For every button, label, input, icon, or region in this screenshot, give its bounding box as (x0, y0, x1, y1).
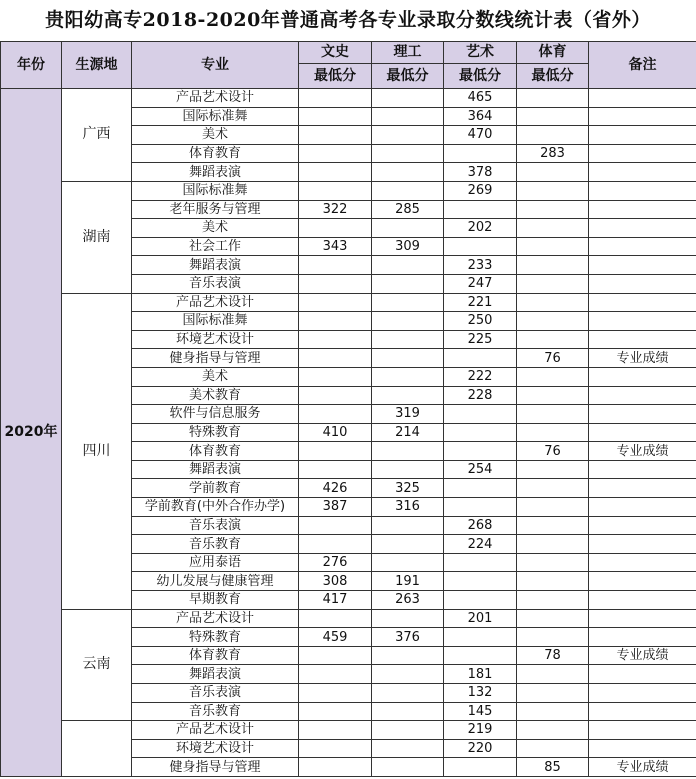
major-cell: 老年服务与管理 (132, 200, 299, 219)
yishu-score-cell: 470 (444, 126, 517, 145)
region-cell: 四川 (62, 293, 132, 609)
yishu-score-cell (444, 498, 517, 517)
wenshi-score-cell: 387 (299, 498, 372, 517)
remark-cell (589, 702, 696, 721)
ligong-score-cell: 191 (372, 572, 444, 591)
wenshi-score-cell (299, 181, 372, 200)
ligong-score-cell: 319 (372, 405, 444, 424)
major-cell: 产品艺术设计 (132, 721, 299, 740)
ligong-score-cell: 214 (372, 423, 444, 442)
major-cell: 产品艺术设计 (132, 293, 299, 312)
ligong-score-cell (372, 219, 444, 238)
ligong-score-cell (372, 144, 444, 163)
wenshi-score-cell (299, 516, 372, 535)
remark-cell (589, 739, 696, 758)
remark-cell (589, 274, 696, 293)
major-cell: 音乐教育 (132, 535, 299, 554)
remark-cell (589, 721, 696, 740)
remark-cell (589, 330, 696, 349)
ligong-score-cell: 376 (372, 628, 444, 647)
wenshi-score-cell: 459 (299, 628, 372, 647)
yishu-score-cell: 201 (444, 609, 517, 628)
tiyu-score-cell (517, 591, 589, 610)
yishu-score-cell (444, 423, 517, 442)
tiyu-score-cell (517, 330, 589, 349)
tiyu-score-cell (517, 628, 589, 647)
yishu-score-cell (444, 758, 517, 777)
major-cell: 学前教育(中外合作办学) (132, 498, 299, 517)
wenshi-score-cell (299, 126, 372, 145)
ligong-score-cell: 263 (372, 591, 444, 610)
header-remark: 备注 (589, 42, 696, 89)
wenshi-score-cell (299, 256, 372, 275)
header-yishu: 艺术 (444, 42, 517, 64)
major-cell: 音乐表演 (132, 274, 299, 293)
ligong-score-cell (372, 646, 444, 665)
major-cell: 国际标准舞 (132, 312, 299, 331)
major-cell: 社会工作 (132, 237, 299, 256)
remark-cell (589, 609, 696, 628)
wenshi-score-cell: 426 (299, 479, 372, 498)
major-cell: 美术 (132, 367, 299, 386)
wenshi-score-cell (299, 107, 372, 126)
ligong-score-cell (372, 312, 444, 331)
major-cell: 国际标准舞 (132, 107, 299, 126)
major-cell: 学前教育 (132, 479, 299, 498)
tiyu-score-cell (517, 219, 589, 238)
yishu-score-cell (444, 405, 517, 424)
remark-cell: 专业成绩 (589, 349, 696, 368)
wenshi-score-cell (299, 219, 372, 238)
remark-cell: 专业成绩 (589, 758, 696, 777)
wenshi-score-cell (299, 330, 372, 349)
remark-cell: 专业成绩 (589, 442, 696, 461)
tiyu-score-cell (517, 739, 589, 758)
ligong-score-cell: 325 (372, 479, 444, 498)
yishu-score-cell: 224 (444, 535, 517, 554)
yishu-score-cell: 219 (444, 721, 517, 740)
yishu-score-cell (444, 572, 517, 591)
yishu-score-cell: 221 (444, 293, 517, 312)
wenshi-score-cell (299, 460, 372, 479)
major-cell: 体育教育 (132, 646, 299, 665)
yishu-score-cell: 269 (444, 181, 517, 200)
yishu-score-cell: 132 (444, 684, 517, 703)
yishu-score-cell: 247 (444, 274, 517, 293)
remark-cell (589, 628, 696, 647)
wenshi-score-cell (299, 312, 372, 331)
wenshi-score-cell (299, 367, 372, 386)
wenshi-score-cell (299, 609, 372, 628)
major-cell: 音乐表演 (132, 516, 299, 535)
ligong-score-cell (372, 739, 444, 758)
yishu-score-cell: 268 (444, 516, 517, 535)
ligong-score-cell (372, 442, 444, 461)
yishu-score-cell: 364 (444, 107, 517, 126)
tiyu-score-cell (517, 665, 589, 684)
wenshi-score-cell (299, 442, 372, 461)
wenshi-score-cell: 417 (299, 591, 372, 610)
remark-cell (589, 665, 696, 684)
remark-cell (589, 293, 696, 312)
yishu-score-cell (444, 442, 517, 461)
wenshi-score-cell (299, 405, 372, 424)
remark-cell (589, 312, 696, 331)
remark-cell (589, 144, 696, 163)
page-title: 贵阳幼高专2018-2020年普通高考各专业录取分数线统计表（省外） (45, 9, 651, 31)
wenshi-score-cell (299, 89, 372, 108)
tiyu-score-cell (517, 609, 589, 628)
major-cell: 健身指导与管理 (132, 349, 299, 368)
tiyu-score-cell: 78 (517, 646, 589, 665)
ligong-score-cell (372, 684, 444, 703)
wenshi-score-cell (299, 684, 372, 703)
ligong-score-cell (372, 330, 444, 349)
ligong-score-cell (372, 293, 444, 312)
header-wenshi: 文史 (299, 42, 372, 64)
tiyu-score-cell (517, 200, 589, 219)
ligong-score-cell (372, 721, 444, 740)
table-row (1, 609, 696, 628)
yishu-score-cell: 145 (444, 702, 517, 721)
wenshi-score-cell (299, 163, 372, 182)
remark-cell (589, 126, 696, 145)
tiyu-score-cell (517, 256, 589, 275)
major-cell: 美术 (132, 126, 299, 145)
yishu-score-cell: 220 (444, 739, 517, 758)
major-cell: 特殊教育 (132, 628, 299, 647)
wenshi-score-cell (299, 293, 372, 312)
yishu-score-cell (444, 144, 517, 163)
header-year: 年份 (1, 42, 62, 89)
remark-cell (589, 89, 696, 108)
tiyu-score-cell (517, 479, 589, 498)
remark-cell (589, 572, 696, 591)
remark-cell (589, 535, 696, 554)
remark-cell (589, 516, 696, 535)
ligong-score-cell (372, 274, 444, 293)
table-row (1, 293, 696, 312)
remark-cell (589, 405, 696, 424)
table-header (1, 42, 696, 89)
header-ligong: 理工 (372, 42, 444, 64)
ligong-score-cell (372, 349, 444, 368)
yishu-score-cell (444, 237, 517, 256)
major-cell: 体育教育 (132, 442, 299, 461)
ligong-score-cell (372, 535, 444, 554)
remark-cell (589, 367, 696, 386)
tiyu-score-cell (517, 237, 589, 256)
major-cell: 美术 (132, 219, 299, 238)
ligong-score-cell (372, 516, 444, 535)
major-cell: 健身指导与管理 (132, 758, 299, 777)
major-cell: 产品艺术设计 (132, 609, 299, 628)
tiyu-score-cell (517, 89, 589, 108)
tiyu-score-cell (517, 367, 589, 386)
wenshi-score-cell: 308 (299, 572, 372, 591)
major-cell: 音乐表演 (132, 684, 299, 703)
ligong-score-cell (372, 460, 444, 479)
tiyu-score-cell (517, 702, 589, 721)
major-cell: 舞蹈表演 (132, 665, 299, 684)
yishu-score-cell: 181 (444, 665, 517, 684)
tiyu-score-cell (517, 572, 589, 591)
major-cell: 产品艺术设计 (132, 89, 299, 108)
table-row (1, 89, 696, 108)
major-cell: 环境艺术设计 (132, 739, 299, 758)
yishu-score-cell (444, 200, 517, 219)
remark-cell (589, 181, 696, 200)
region-cell (62, 721, 132, 777)
year-cell: 2020年 (1, 89, 62, 777)
ligong-score-cell (372, 107, 444, 126)
tiyu-score-cell: 283 (517, 144, 589, 163)
tiyu-score-cell (517, 684, 589, 703)
header-min-score: 最低分 (372, 64, 444, 89)
ligong-score-cell (372, 609, 444, 628)
remark-cell (589, 237, 696, 256)
tiyu-score-cell (517, 386, 589, 405)
remark-cell (589, 386, 696, 405)
remark-cell (589, 460, 696, 479)
remark-cell (589, 479, 696, 498)
tiyu-score-cell (517, 535, 589, 554)
tiyu-score-cell (517, 274, 589, 293)
header-min-score: 最低分 (444, 64, 517, 89)
wenshi-score-cell (299, 646, 372, 665)
yishu-score-cell: 225 (444, 330, 517, 349)
major-cell: 早期教育 (132, 591, 299, 610)
yishu-score-cell: 378 (444, 163, 517, 182)
yishu-score-cell: 465 (444, 89, 517, 108)
wenshi-score-cell (299, 665, 372, 684)
tiyu-score-cell (517, 721, 589, 740)
ligong-score-cell (372, 553, 444, 572)
yishu-score-cell (444, 553, 517, 572)
remark-cell (589, 591, 696, 610)
remark-cell (589, 200, 696, 219)
wenshi-score-cell: 276 (299, 553, 372, 572)
major-cell: 舞蹈表演 (132, 256, 299, 275)
tiyu-score-cell (517, 181, 589, 200)
yishu-score-cell (444, 628, 517, 647)
yishu-score-cell: 233 (444, 256, 517, 275)
tiyu-score-cell (517, 553, 589, 572)
yishu-score-cell (444, 591, 517, 610)
tiyu-score-cell (517, 312, 589, 331)
tiyu-score-cell: 76 (517, 349, 589, 368)
yishu-score-cell: 250 (444, 312, 517, 331)
table-row (1, 181, 696, 200)
table-row (1, 721, 696, 740)
ligong-score-cell: 285 (372, 200, 444, 219)
remark-cell (589, 553, 696, 572)
tiyu-score-cell (517, 460, 589, 479)
yishu-score-cell (444, 479, 517, 498)
tiyu-score-cell (517, 498, 589, 517)
score-table (0, 41, 696, 777)
ligong-score-cell (372, 367, 444, 386)
wenshi-score-cell: 343 (299, 237, 372, 256)
table-body (1, 89, 696, 777)
remark-cell (589, 498, 696, 517)
region-cell: 湖南 (62, 181, 132, 293)
wenshi-score-cell (299, 702, 372, 721)
major-cell: 音乐教育 (132, 702, 299, 721)
wenshi-score-cell (299, 349, 372, 368)
major-cell: 体育教育 (132, 144, 299, 163)
yishu-score-cell: 222 (444, 367, 517, 386)
tiyu-score-cell (517, 126, 589, 145)
remark-cell: 专业成绩 (589, 646, 696, 665)
wenshi-score-cell (299, 144, 372, 163)
header-tiyu: 体育 (517, 42, 589, 64)
header-major: 专业 (132, 42, 299, 89)
remark-cell (589, 107, 696, 126)
tiyu-score-cell (517, 163, 589, 182)
ligong-score-cell (372, 256, 444, 275)
header-origin: 生源地 (62, 42, 132, 89)
tiyu-score-cell (517, 423, 589, 442)
tiyu-score-cell: 76 (517, 442, 589, 461)
major-cell: 国际标准舞 (132, 181, 299, 200)
major-cell: 美术教育 (132, 386, 299, 405)
remark-cell (589, 163, 696, 182)
wenshi-score-cell: 322 (299, 200, 372, 219)
major-cell: 舞蹈表演 (132, 460, 299, 479)
ligong-score-cell (372, 758, 444, 777)
ligong-score-cell (372, 386, 444, 405)
tiyu-score-cell (517, 107, 589, 126)
major-cell: 应用泰语 (132, 553, 299, 572)
major-cell: 舞蹈表演 (132, 163, 299, 182)
wenshi-score-cell (299, 721, 372, 740)
yishu-score-cell: 254 (444, 460, 517, 479)
ligong-score-cell (372, 181, 444, 200)
wenshi-score-cell: 410 (299, 423, 372, 442)
ligong-score-cell (372, 89, 444, 108)
ligong-score-cell: 316 (372, 498, 444, 517)
remark-cell (589, 423, 696, 442)
ligong-score-cell (372, 665, 444, 684)
tiyu-score-cell (517, 293, 589, 312)
major-cell: 软件与信息服务 (132, 405, 299, 424)
yishu-score-cell (444, 646, 517, 665)
yishu-score-cell (444, 349, 517, 368)
remark-cell (589, 684, 696, 703)
wenshi-score-cell (299, 274, 372, 293)
header-min-score: 最低分 (299, 64, 372, 89)
header-min-score: 最低分 (517, 64, 589, 89)
remark-cell (589, 219, 696, 238)
ligong-score-cell: 309 (372, 237, 444, 256)
tiyu-score-cell: 85 (517, 758, 589, 777)
wenshi-score-cell (299, 739, 372, 758)
major-cell: 幼儿发展与健康管理 (132, 572, 299, 591)
ligong-score-cell (372, 126, 444, 145)
yishu-score-cell: 228 (444, 386, 517, 405)
wenshi-score-cell (299, 386, 372, 405)
region-cell: 广西 (62, 89, 132, 182)
ligong-score-cell (372, 702, 444, 721)
remark-cell (589, 256, 696, 275)
wenshi-score-cell (299, 535, 372, 554)
tiyu-score-cell (517, 516, 589, 535)
region-cell: 云南 (62, 609, 132, 721)
ligong-score-cell (372, 163, 444, 182)
wenshi-score-cell (299, 758, 372, 777)
major-cell: 特殊教育 (132, 423, 299, 442)
major-cell: 环境艺术设计 (132, 330, 299, 349)
yishu-score-cell: 202 (444, 219, 517, 238)
tiyu-score-cell (517, 405, 589, 424)
